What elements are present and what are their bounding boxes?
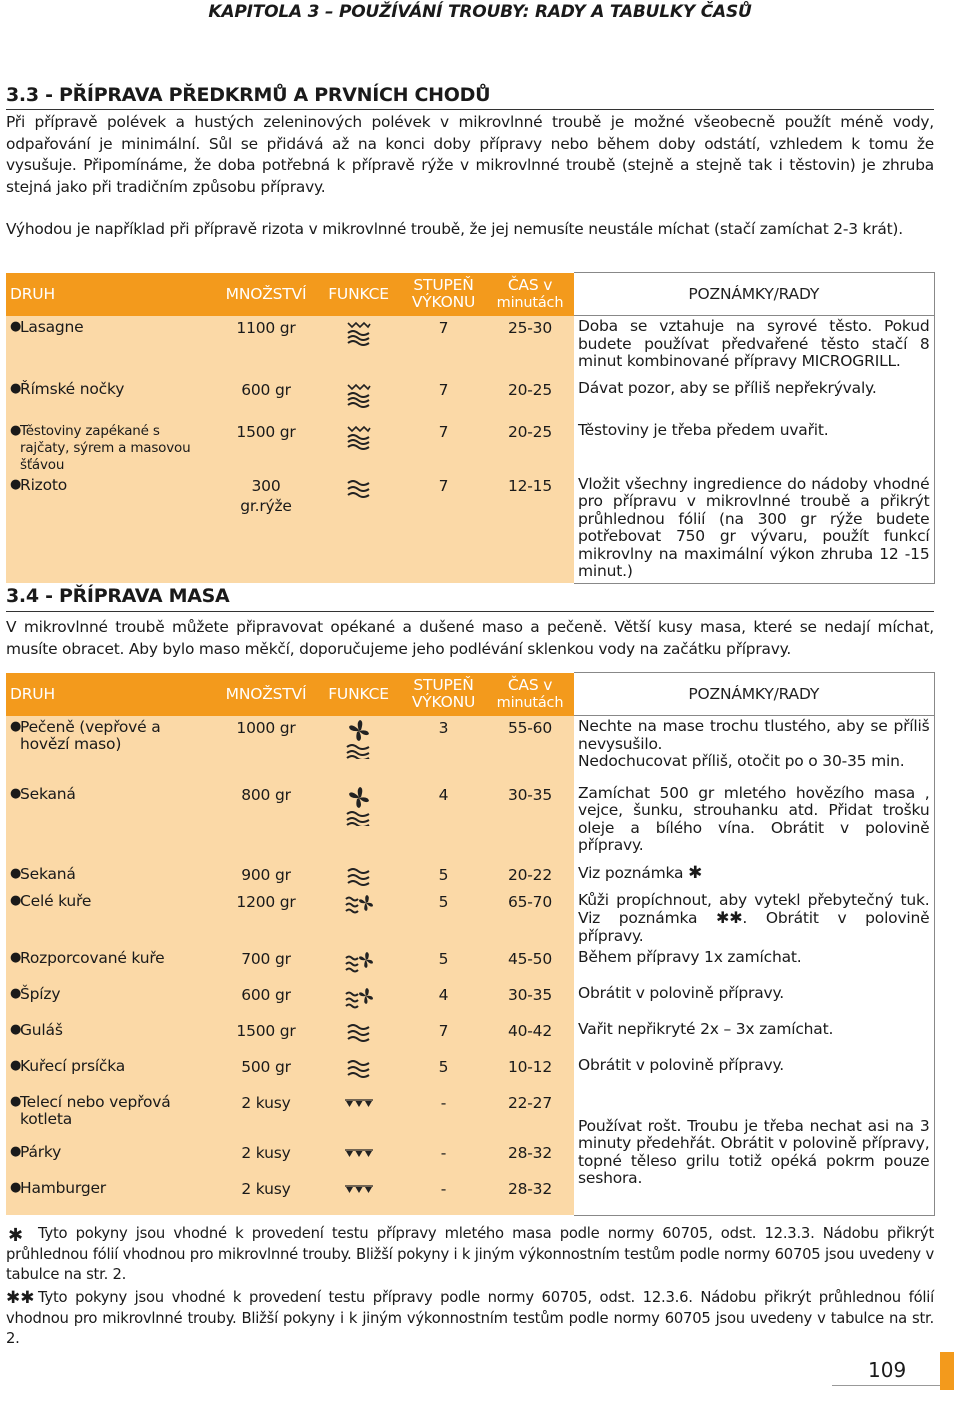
time-cell: 10-12 (486, 1055, 574, 1091)
header-stupen-line2: VÝKONU (411, 293, 476, 311)
header-druh: DRUH (6, 673, 216, 716)
qty-cell: 1500 gr (216, 420, 316, 474)
dish-cell (6, 474, 216, 584)
table-row (6, 378, 934, 420)
double-asterisk-icon: ✱✱ (6, 1288, 35, 1308)
fan-micro-icon (344, 986, 374, 1012)
starters-table (6, 272, 935, 584)
note-text: Viz poznámka (578, 863, 684, 882)
qty-cell: 1000 gr (216, 716, 316, 783)
dish-cell (6, 420, 216, 474)
dish-cell (6, 890, 216, 948)
power-cell: - (401, 1091, 486, 1141)
bullet: ● (10, 892, 22, 908)
paragraph (6, 112, 934, 198)
note-cell (574, 716, 934, 783)
func-cell (316, 783, 401, 863)
dish-cell (6, 316, 216, 378)
power-cell: 7 (401, 420, 486, 474)
bullet: ● (10, 422, 22, 438)
dish-name: Rizoto (20, 475, 68, 494)
func-cell (316, 378, 401, 420)
bullet: ● (10, 865, 22, 881)
dish-name: Sekaná (20, 784, 76, 803)
power-cell: - (401, 1141, 486, 1177)
func-cell (316, 1019, 401, 1055)
table-row (6, 316, 934, 378)
grill-icon (344, 1147, 374, 1161)
table-row (6, 983, 934, 1019)
grill-micro-icon (345, 319, 373, 347)
note-cell (574, 890, 934, 948)
microwave-icon (345, 1058, 373, 1080)
dish-name: Pečeně (vepřové a hovězí maso) (20, 717, 161, 753)
qty-cell: 600 gr (216, 378, 316, 420)
time-cell: 65-70 (486, 890, 574, 948)
note-text: Nechte na mase trochu tlustého, aby se příliš nevysušilo. (578, 717, 930, 753)
table-header-row (6, 273, 934, 316)
power-cell: 5 (401, 947, 486, 983)
time-cell: 40-42 (486, 1019, 574, 1055)
dish-cell (6, 947, 216, 983)
qty-cell: 700 gr (216, 947, 316, 983)
time-cell: 12-15 (486, 474, 574, 584)
dish-cell (6, 1019, 216, 1055)
fan-micro-icon (344, 950, 374, 976)
table-row (6, 890, 934, 948)
header-stupen-line2: VÝKONU (411, 693, 476, 711)
section-rule (6, 109, 934, 110)
power-cell: 7 (401, 1019, 486, 1055)
qty-cell: 1100 gr (216, 316, 316, 378)
time-cell: 22-27 (486, 1091, 574, 1141)
paragraph: Výhodou je například při přípravě rizota v mikrovlnné troubě, že jej nemusíte neustále míchat (stačí zamíchat 2-3 krát). (6, 220, 903, 238)
note-cell: Těstoviny je třeba předem uvařit. (574, 420, 934, 474)
power-cell: - (401, 1177, 486, 1215)
time-cell: 30-35 (486, 983, 574, 1019)
bullet: ● (10, 785, 22, 801)
note-text: Nedochucovat příliš, otočit po o 30-35 min. (578, 752, 905, 770)
page-number-rule (832, 1385, 940, 1386)
header-mnozstvi: MNOŽSTVÍ (216, 673, 316, 716)
paragraph-text: Připomínáme, že doba potřebná k přípravě rýže v mikrovlnné troubě (stejně a stejně tak i těstovin) je zhruba stejná jako při tradičním způsobu přípravy. (6, 156, 934, 196)
table-row (6, 716, 934, 783)
dish-cell (6, 1055, 216, 1091)
header-cas-line1: ČAS v (507, 675, 553, 694)
microwave-icon (345, 1022, 373, 1044)
microwave-icon (345, 477, 373, 501)
header-poznamky: POZNÁMKY/RADY (574, 673, 934, 716)
table-row (6, 783, 934, 863)
time-cell: 20-25 (486, 420, 574, 474)
header-druh: DRUH (6, 273, 216, 316)
header-poznamky: POZNÁMKY/RADY (574, 273, 934, 316)
fan-micro-icon (344, 786, 374, 826)
power-cell: 7 (401, 316, 486, 378)
header-stupen-line1: STUPEŇ (413, 276, 474, 294)
func-cell (316, 316, 401, 378)
section-title-starters: 3.3 - PŘÍPRAVA PŘEDKRMŮ A PRVNÍCH CHODŮ (6, 84, 491, 106)
dish-name: Telecí nebo vepřová kotleta (20, 1093, 171, 1128)
dish-cell (6, 1141, 216, 1177)
chapter-header: KAPITOLA 3 – POUŽÍVÁNÍ TROUBY: RADY A TABULKY ČASŮ (208, 2, 752, 22)
note-cell: Obrátit v polovině přípravy. (574, 983, 934, 1019)
func-cell (316, 1141, 401, 1177)
note-cell: Během přípravy 1x zamíchat. (574, 947, 934, 983)
dish-cell (6, 983, 216, 1019)
table-header-row (6, 673, 934, 716)
dish-name: Párky (20, 1143, 62, 1161)
dish-name: Římské nočky (20, 379, 125, 398)
qty-text: 300 gr.rýže (240, 476, 292, 515)
qty-cell: 500 gr (216, 1055, 316, 1091)
func-cell (316, 890, 401, 948)
qty-cell: 1200 gr (216, 890, 316, 948)
header-funkce: FUNKCE (316, 673, 401, 716)
dish-name: Rozporcované kuře (20, 949, 165, 967)
func-cell (316, 1177, 401, 1215)
time-cell: 30-35 (486, 783, 574, 863)
dish-name: Těstoviny zapékané s rajčaty, sýrem a masovou šťávou (20, 422, 191, 473)
meat-table (6, 672, 935, 1216)
func-cell (316, 1091, 401, 1141)
header-cas-line1: ČAS v (507, 275, 553, 294)
dish-name: Sekaná (20, 864, 76, 883)
dish-name: Lasagne (20, 317, 84, 336)
header-stupen (401, 673, 486, 716)
dish-cell (6, 783, 216, 863)
table-row (6, 863, 934, 890)
note-text: . Obrátit v polovině přípravy. (578, 909, 930, 945)
note-cell: Vložit všechny ingredience do nádoby vhodné pro přípravu v mikrovlnné troubě a přikrýt průhlednou fólií (na 300 gr rýže budete potřebovat 750 gr vývaru, použít funkcí mikrovlny na maximální výkon zhruba 12 -15 minut.) (574, 474, 934, 584)
func-cell (316, 716, 401, 783)
power-cell: 5 (401, 1055, 486, 1091)
note-cell: Zamíchat 500 gr mletého hovězího masa , vejce, šunku, strouhanku atd. Přidat trošku oleje a bílého vína. Obrátit v polovině přípravy. (574, 783, 934, 863)
time-cell: 45-50 (486, 947, 574, 983)
paragraph-text: Při přípravě polévek a hustých zeleninových polévek v mikrovlnné troubě je možné všeobecně použít méně vody, odpařování je minimální. Sůl se přidává až na konci doby přípravy nebo během doby odstátí, vzhledem k tomu že vysušuje. (6, 113, 934, 174)
asterisk-icon: ✱ (688, 862, 703, 883)
table-row (6, 1019, 934, 1055)
func-cell (316, 863, 401, 890)
note-cell: Obrátit v polovině přípravy. (574, 1055, 934, 1091)
func-cell (316, 983, 401, 1019)
qty-cell: 600 gr (216, 983, 316, 1019)
power-cell: 7 (401, 378, 486, 420)
dish-name: Celé kuře (20, 891, 92, 910)
time-cell: 20-25 (486, 378, 574, 420)
func-cell (316, 420, 401, 474)
bullet: ● (10, 1022, 22, 1037)
dish-name: Guláš (20, 1021, 63, 1039)
table-row (6, 420, 934, 474)
microwave-icon (345, 866, 373, 888)
dish-name: Hamburger (20, 1179, 106, 1197)
time-cell: 55-60 (486, 716, 574, 783)
bullet: ● (10, 1144, 22, 1159)
asterisk-icon: ✱ (8, 1225, 24, 1246)
bullet: ● (10, 476, 22, 492)
note-cell (574, 863, 934, 890)
header-cas-line2: minutách (496, 694, 564, 711)
qty-cell: 2 kusy (216, 1141, 316, 1177)
qty-cell: 900 gr (216, 863, 316, 890)
qty-cell: 1500 gr (216, 1019, 316, 1055)
double-asterisk-icon: ✱✱ (715, 908, 743, 927)
time-cell: 20-22 (486, 863, 574, 890)
footnote-1: Tyto pokyny jsou vhodné k provedení testu přípravy mletého masa podle normy 60705, odst. 12.3.3. Nádobu přikrýt průhlednou fólií vhodnou pro mikrovlnné trouby. Bližší pokyny i k jiným výkonnostním testům podle normy 60705 jsou uvedeny v tabulce na str. 2. (6, 1225, 934, 1283)
bullet: ● (10, 1180, 22, 1195)
qty-cell: 800 gr (216, 783, 316, 863)
grill-icon (344, 1183, 374, 1197)
note-cell: Používat rošt. Troubu je třeba nechat asi na 3 minuty předehřát. Obrátit v polovině přípravy, topné těleso grilu totiž opéká pokrm pouze seshora. (574, 1091, 934, 1215)
dish-name: Špízy (20, 985, 61, 1003)
table-row (6, 1055, 934, 1091)
note-cell: Dávat pozor, aby se příliš nepřekrývaly. (574, 378, 934, 420)
dish-cell (6, 1091, 216, 1141)
dish-cell (6, 716, 216, 783)
dish-cell (6, 863, 216, 890)
power-cell: 5 (401, 863, 486, 890)
header-cas-line2: minutách (496, 294, 564, 311)
note-cell: Doba se vztahuje na syrové těsto. Pokud budete používat předvařené těsto stačí 8 minut kombinované přípravy MICROGRILL. (574, 316, 934, 378)
bullet: ● (10, 950, 22, 965)
power-cell: 4 (401, 983, 486, 1019)
bullet: ● (10, 1058, 22, 1073)
table-row (6, 1091, 934, 1141)
bullet: ● (10, 1094, 22, 1109)
qty-cell: 2 kusy (216, 1177, 316, 1215)
fan-micro-icon (344, 893, 374, 919)
table-row (6, 474, 934, 584)
header-funkce: FUNKCE (316, 273, 401, 316)
fan-micro-icon (344, 719, 374, 759)
page-tab-marker (940, 1352, 954, 1390)
dish-cell (6, 1177, 216, 1215)
grill-micro-icon (345, 423, 373, 451)
qty-cell: 2 kusy (216, 1091, 316, 1141)
table-row (6, 947, 934, 983)
page-number: 109 (868, 1358, 907, 1382)
section-title-meat: 3.4 - PŘÍPRAVA MASA (6, 585, 230, 607)
paragraph: V mikrovlnné troubě můžete připravovat opékané a dušené maso a pečeně. Větší kusy masa, které se nedají míchat, musíte obracet. Aby bylo maso měkčí, doporučujeme jeho podlévání sklenkou vody na začátku přípravy. (6, 618, 934, 658)
grill-icon (344, 1097, 374, 1111)
func-cell (316, 947, 401, 983)
section-rule (6, 611, 934, 612)
func-cell (316, 1055, 401, 1091)
header-stupen-line1: STUPEŇ (413, 676, 474, 694)
bullet: ● (10, 380, 22, 396)
note-cell: Vařit nepřikryté 2x – 3x zamíchat. (574, 1019, 934, 1055)
time-cell: 25-30 (486, 316, 574, 378)
qty-cell (216, 474, 316, 584)
dish-cell (6, 378, 216, 420)
power-cell: 7 (401, 474, 486, 584)
note-text: Kůži propíchnout, aby vytekl přebytečný tuk. Viz poznámka (578, 890, 930, 927)
bullet: ● (10, 318, 22, 334)
dish-name: Kuřecí prsíčka (20, 1057, 126, 1075)
time-cell: 28-32 (486, 1177, 574, 1215)
header-cas (486, 673, 574, 716)
func-cell (316, 474, 401, 584)
time-cell: 28-32 (486, 1141, 574, 1177)
power-cell: 3 (401, 716, 486, 783)
header-cas (486, 273, 574, 316)
grill-micro-icon (345, 381, 373, 409)
power-cell: 4 (401, 783, 486, 863)
bullet: ● (10, 986, 22, 1001)
bullet: ● (10, 718, 22, 734)
power-cell: 5 (401, 890, 486, 948)
header-mnozstvi: MNOŽSTVÍ (216, 273, 316, 316)
header-stupen (401, 273, 486, 316)
footnote-2: Tyto pokyny jsou vhodné k provedení testu přípravy podle normy 60705, odst. 12.3.6. Nádobu přikrýt průhlednou fólií vhodnou pro mikrovlnné trouby. Bližší pokyny i k jiným výkonnostním testům podle normy 60705 jsou uvedeny v tabulce na str. 2. (6, 1289, 934, 1347)
